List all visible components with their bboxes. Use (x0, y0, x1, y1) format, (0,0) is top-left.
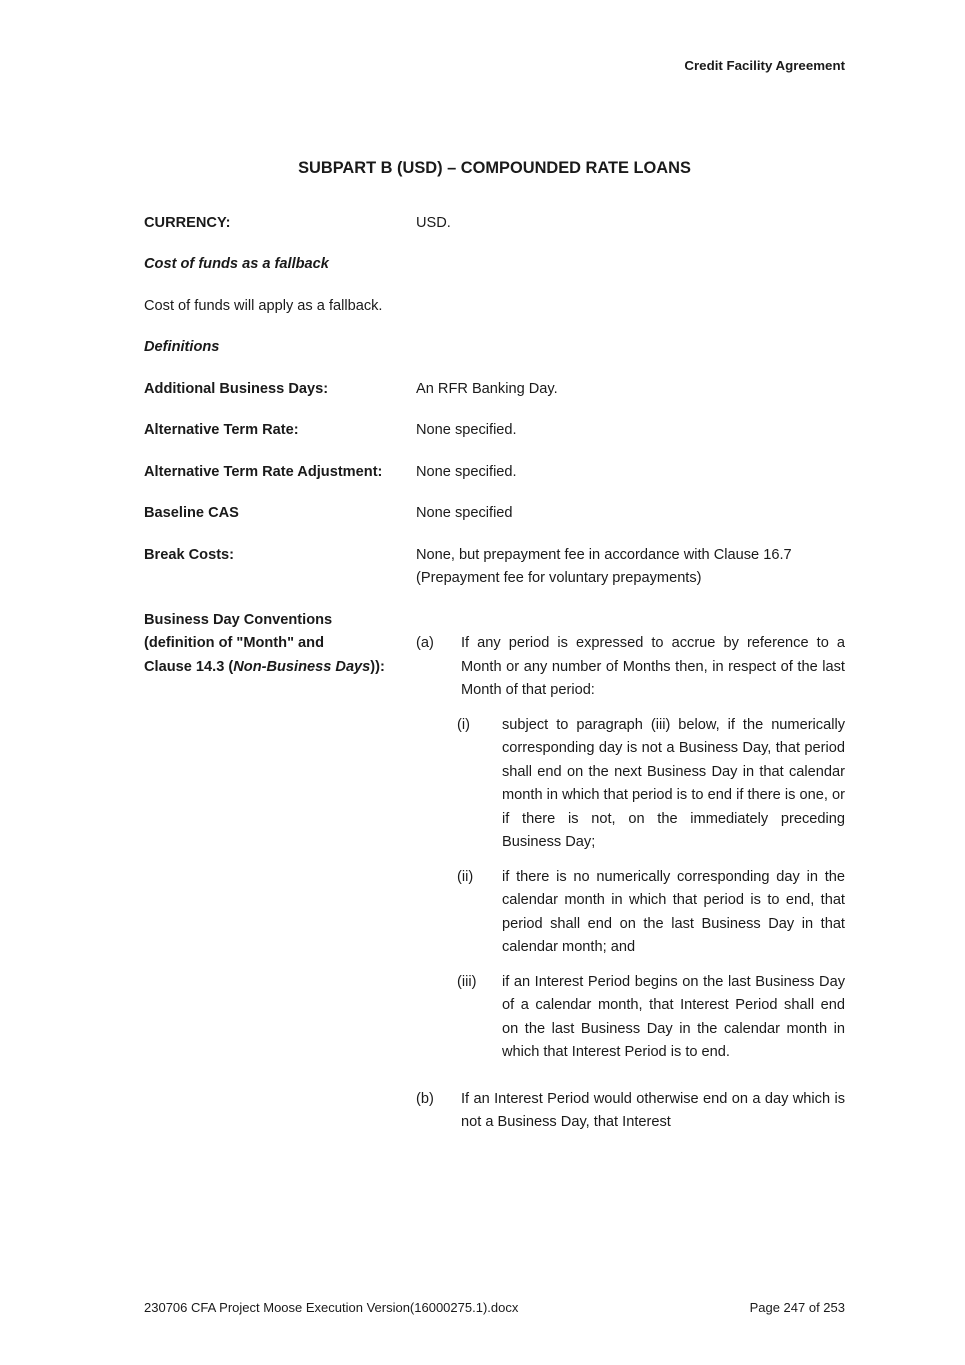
field-label: CURRENCY: (144, 214, 231, 231)
clause-text: subject to paragraph (iii) below, if the numerically corresponding day is not a Business Day, that period shall end on the next Business Day in that calendar month in which that period is to end if there is one, or if there is not, on the immediately preceding Business Day; (502, 716, 845, 850)
clause-text: If an Interest Period would otherwise end on a day which is not a Business Day, that Interest (461, 1090, 845, 1130)
clause-item-a (416, 632, 845, 1065)
field-label: Break Costs: (144, 546, 235, 563)
page-footer (144, 1296, 845, 1320)
clause-item-b (416, 1088, 845, 1135)
field-row-break-costs (144, 544, 845, 591)
page-title: SUBPART B (USD) – COMPOUNDED RATE LOANS (298, 159, 691, 177)
field-value: None specified. (416, 463, 517, 480)
field-label (144, 609, 416, 1146)
clause-subitems (457, 714, 845, 1065)
field-row-currency (144, 212, 845, 236)
footer-filename: 230706 CFA Project Moose Execution Version(16000275.1).docx (144, 1299, 519, 1315)
clause-subitem-i (457, 714, 845, 855)
section-heading-definitions: Definitions (144, 339, 220, 355)
clause-marker: (i) (457, 716, 470, 733)
clause-subitem-iii (457, 971, 845, 1065)
clause-text: if an Interest Period begins on the last Business Day of a calendar month, that Interest Period shall end on the last Business Day in the calendar month in which that Interest Period is to end. (502, 973, 845, 1060)
field-row-alternative-term-rate-adjustment (144, 461, 845, 485)
field-row-baseline-cas (144, 502, 845, 526)
bdc-label-line2: (definition of "Month" and (144, 635, 324, 651)
field-value (416, 609, 845, 1146)
field-label: Baseline CAS (144, 505, 239, 521)
footer-page-number: Page 247 of 253 (749, 1299, 845, 1315)
clause-marker: (b) (416, 1090, 434, 1107)
clause-marker: (iii) (457, 973, 477, 990)
clause-text: If any period is expressed to accrue by reference to a Month or any number of Months then, in respect of the last Month of that period: (461, 635, 845, 698)
running-header: Credit Facility Agreement (684, 58, 845, 73)
cost-of-funds-text: Cost of funds will apply as a fallback. (144, 297, 383, 314)
field-value: None, but prepayment fee in accordance with Clause 16.7 (Prepayment fee for voluntary prepayments) (416, 546, 792, 586)
clause-marker: (a) (416, 635, 434, 651)
clause-marker: (ii) (457, 868, 474, 885)
clause-text: if there is no numerically corresponding day in the calendar month in which that period is to end, that period shall end on the last Business Day in that calendar month; and (502, 868, 845, 955)
field-label: Alternative Term Rate Adjustment: (144, 463, 383, 480)
bdc-label-line1: Business Day Conventions (144, 611, 333, 628)
field-row-alternative-term-rate (144, 419, 845, 443)
field-label: Additional Business Days: (144, 380, 329, 397)
page-content (144, 157, 845, 1164)
field-row-additional-business-days (144, 378, 845, 402)
bdc-label-line3: Clause 14.3 (Non-Business Days)): (144, 658, 385, 675)
field-value: USD. (416, 214, 451, 231)
clause-subitem-ii (457, 866, 845, 960)
field-row-business-day-conventions (144, 609, 845, 1146)
field-value: An RFR Banking Day. (416, 380, 558, 397)
section-heading-cost-of-funds: Cost of funds as a fallback (144, 256, 329, 272)
field-value: None specified (416, 505, 513, 521)
field-label: Alternative Term Rate: (144, 422, 299, 438)
field-value: None specified. (416, 422, 517, 438)
